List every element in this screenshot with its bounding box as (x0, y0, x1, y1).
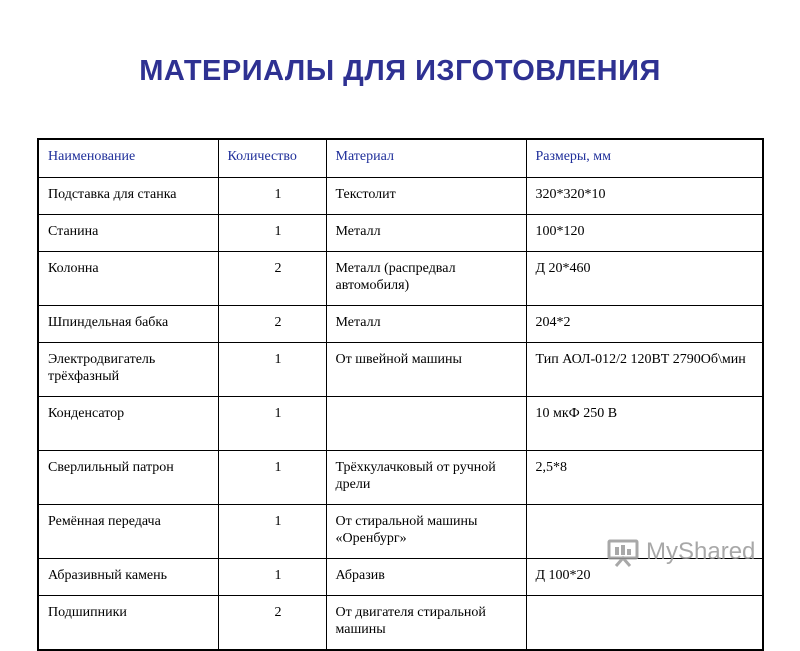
table-row (38, 451, 763, 505)
header-material: Материал (326, 139, 526, 178)
table-row (38, 215, 763, 252)
cell-name: Колонна (38, 252, 218, 306)
cell-material: Текстолит (326, 178, 526, 215)
table-row (38, 343, 763, 397)
cell-name: Подшипники (38, 596, 218, 651)
cell-quantity: 1 (218, 397, 326, 451)
cell-quantity: 2 (218, 252, 326, 306)
table-row (38, 178, 763, 215)
cell-material: Абразив (326, 559, 526, 596)
cell-name: Сверлильный патрон (38, 451, 218, 505)
materials-table-container (37, 138, 762, 651)
cell-material: Металл (326, 306, 526, 343)
cell-quantity: 2 (218, 306, 326, 343)
cell-material: От двигателя стиральной машины (326, 596, 526, 651)
cell-material: Трёхкулачковый от ручной дрели (326, 451, 526, 505)
cell-size: 10 мкФ 250 В (526, 397, 763, 451)
header-size: Размеры, мм (526, 139, 763, 178)
cell-name: Абразивный камень (38, 559, 218, 596)
cell-material (326, 397, 526, 451)
materials-table (37, 138, 764, 651)
table-row (38, 397, 763, 451)
watermark-text: MyShared (646, 538, 756, 565)
cell-quantity: 1 (218, 559, 326, 596)
presentation-board-icon (606, 536, 640, 568)
cell-size: 204*2 (526, 306, 763, 343)
cell-name: Подставка для станка (38, 178, 218, 215)
cell-quantity: 1 (218, 178, 326, 215)
page-title: МАТЕРИАЛЫ ДЛЯ ИЗГОТОВЛЕНИЯ (139, 55, 661, 87)
cell-quantity: 1 (218, 215, 326, 252)
table-header-row (38, 139, 763, 178)
table-row (38, 596, 763, 651)
cell-size: 2,5*8 (526, 451, 763, 505)
cell-size (526, 596, 763, 651)
cell-name: Электродвигатель трёхфазный (38, 343, 218, 397)
cell-material: От швейной машины (326, 343, 526, 397)
cell-size: 320*320*10 (526, 178, 763, 215)
header-name: Наименование (38, 139, 218, 178)
cell-material: Металл (326, 215, 526, 252)
table-row (38, 252, 763, 306)
cell-quantity: 1 (218, 343, 326, 397)
cell-material: Металл (распредвал автомобиля) (326, 252, 526, 306)
cell-name: Конденсатор (38, 397, 218, 451)
table-row (38, 306, 763, 343)
cell-quantity: 1 (218, 451, 326, 505)
cell-quantity: 1 (218, 505, 326, 559)
cell-size: Д 100*20 (526, 559, 763, 596)
header-quantity: Количество (218, 139, 326, 178)
cell-name: Шпиндельная бабка (38, 306, 218, 343)
cell-name: Станина (38, 215, 218, 252)
cell-size: Д 20*460 (526, 252, 763, 306)
cell-material: От стиральной машины «Оренбург» (326, 505, 526, 559)
cell-name: Ремённая передача (38, 505, 218, 559)
watermark-logo (606, 536, 755, 568)
cell-quantity: 2 (218, 596, 326, 651)
cell-size: Тип АОЛ-012/2 120ВТ 2790Об\мин (526, 343, 763, 397)
cell-size: 100*120 (526, 215, 763, 252)
